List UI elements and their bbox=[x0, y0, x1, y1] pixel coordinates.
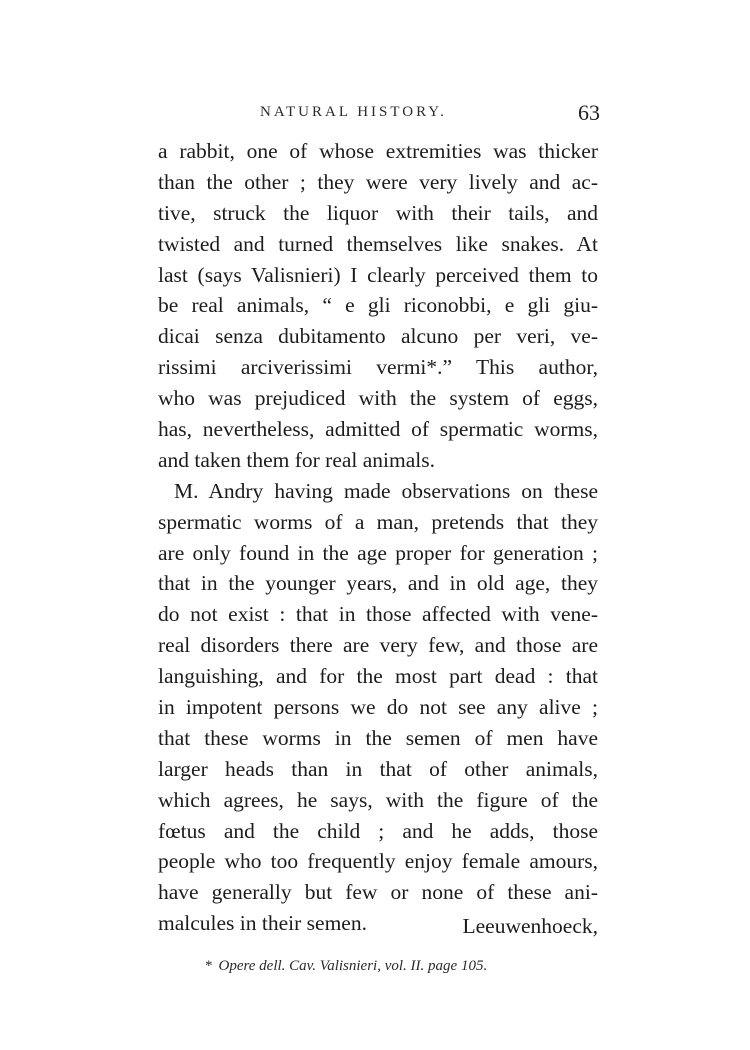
text-line: which agrees, he says, with the figure of the bbox=[158, 787, 598, 812]
text-line: rissimi arciverissimi vermi*.” This author, bbox=[158, 355, 598, 380]
text-line: do not exist : that in those affected with vene- bbox=[158, 602, 598, 627]
text-line: and taken them for real animals. bbox=[158, 447, 436, 472]
text-line: has, nevertheless, admitted of spermatic worms, bbox=[158, 417, 598, 442]
text-line: who was prejudiced with the system of eggs, bbox=[158, 386, 598, 411]
text-line: people who too frequently enjoy female amours, bbox=[158, 849, 598, 874]
footnote bbox=[205, 954, 555, 978]
text-line: larger heads than in that of other animals, bbox=[158, 756, 598, 781]
text-line: in impotent persons we do not see any alive ; bbox=[158, 695, 598, 720]
footnote-text: Opere dell. Cav. Valisnieri, vol. II. page 105. bbox=[218, 958, 488, 974]
text-line: dicai senza dubitamento alcuno per veri, ve- bbox=[158, 324, 598, 349]
paragraph-start-line: M. Andry having made observations on these bbox=[174, 478, 598, 503]
text-line: spermatic worms of a man, pretends that they bbox=[158, 509, 598, 534]
text-line: tive, struck the liquor with their tails, and bbox=[158, 200, 598, 225]
text-line: are only found in the age proper for generation ; bbox=[158, 540, 598, 565]
text-line: languishing, and for the most part dead : that bbox=[158, 664, 598, 689]
text-line: have generally but few or none of these ani- bbox=[158, 880, 598, 905]
footnote-mark: * bbox=[205, 958, 213, 974]
text-line: be real animals, “ e gli riconobbi, e gli giu- bbox=[158, 293, 598, 318]
text-line: twisted and turned themselves like snakes. At bbox=[158, 231, 598, 256]
text-line: that these worms in the semen of men have bbox=[158, 725, 598, 750]
text-line: that in the younger years, and in old age, they bbox=[158, 571, 598, 596]
text-line: a rabbit, one of whose extremities was thicker bbox=[158, 139, 598, 163]
page-number: 63 bbox=[578, 100, 600, 125]
text-line: fœtus and the child ; and he adds, those bbox=[158, 818, 598, 843]
text-line: than the other ; they were very lively and ac- bbox=[158, 169, 598, 194]
running-head bbox=[160, 100, 600, 130]
text-line: real disorders there are very few, and those are bbox=[158, 633, 598, 658]
running-title: NATURAL HISTORY. bbox=[260, 104, 447, 120]
text-line: malcules in their semen. bbox=[158, 911, 367, 936]
body-text bbox=[158, 136, 598, 939]
text-line: last (says Valisnieri) I clearly perceived them to bbox=[158, 262, 598, 287]
catchword: Leeuwenhoeck, bbox=[462, 914, 598, 938]
